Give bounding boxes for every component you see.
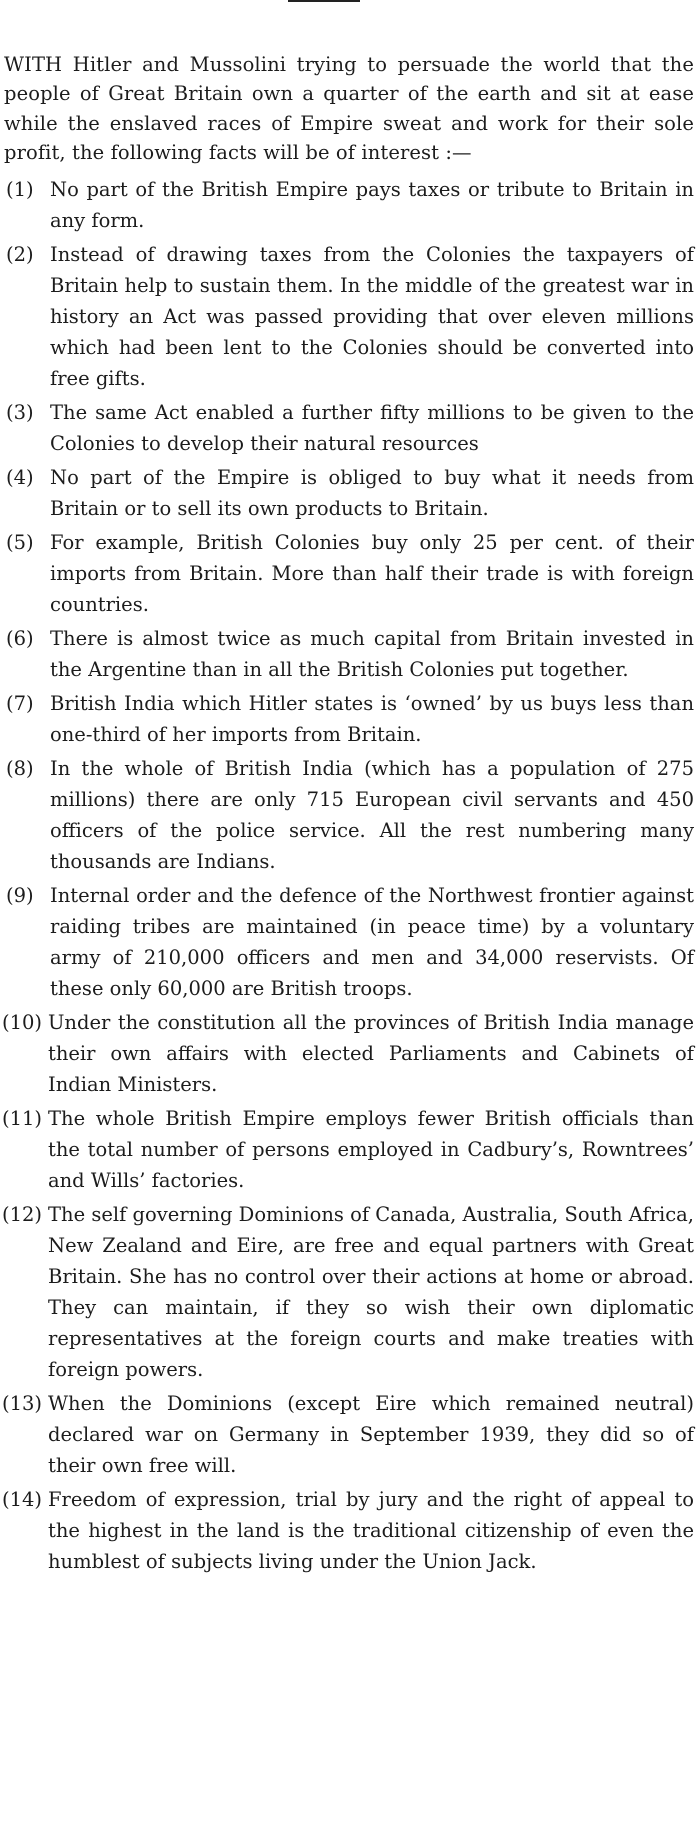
fact-number: (9) — [6, 884, 34, 907]
fact-item-2 — [0, 239, 700, 394]
fact-text: No part of the British Empire pays taxes or tribute to Britain in any form. — [50, 178, 694, 232]
fact-number: (5) — [6, 531, 34, 554]
fact-text: Under the constitution all the provinces of British India manage their own affairs with elected Parliaments and Cabinets of Indian Ministers. — [48, 1011, 694, 1096]
fact-number: (6) — [6, 627, 34, 650]
fact-text: Instead of drawing taxes from the Colonies the taxpayers of Britain help to sustain them. In the middle of the greatest war in history an Act was passed providing that over eleven millions which had been lent to the Colonies should be converted into free gifts. — [50, 243, 694, 390]
fact-number: (7) — [6, 692, 34, 715]
fact-item-5 — [0, 527, 700, 620]
fact-item-11 — [0, 1103, 700, 1196]
fact-number: (10) — [2, 1011, 43, 1034]
fact-text: For example, British Colonies buy only 25 per cent. of their imports from Britain. More than half their trade is with foreign countries. — [50, 531, 694, 616]
fact-item-10 — [0, 1007, 700, 1100]
fact-item-14 — [0, 1484, 700, 1577]
fact-text: The self governing Dominions of Canada, Australia, South Africa, New Zealand and Eire, are free and equal partners with Great Britain. She has no control over their actions at home or abroad. They can maintain, if they so wish their own diplomatic representatives at the foreign courts and make treaties with foreign powers. — [48, 1203, 694, 1381]
fact-number: (13) — [2, 1392, 43, 1415]
fact-text: The same Act enabled a further fifty millions to be given to the Colonies to develop their natural resources — [50, 401, 694, 455]
top-rule — [288, 0, 360, 2]
fact-item-3 — [0, 397, 700, 459]
fact-number: (3) — [6, 401, 34, 424]
fact-item-4 — [0, 462, 700, 524]
intro-paragraph: WITH Hitler and Mussolini trying to persuade the world that the people of Great Britain own a quarter of the earth and sit at ease while the enslaved races of Empire sweat and work for their sole profit, the following facts will be of interest :— — [4, 52, 694, 164]
fact-number: (14) — [2, 1488, 43, 1511]
fact-text: When the Dominions (except Eire which remained neutral) declared war on Germany in September 1939, they did so of their own free will. — [48, 1392, 694, 1477]
fact-number: (12) — [2, 1203, 43, 1226]
fact-item-12 — [0, 1199, 700, 1385]
fact-text: The whole British Empire employs fewer British officials than the total number of persons employed in Cadbury’s, Rowntrees’ and Wills’ factories. — [48, 1107, 694, 1192]
fact-item-7 — [0, 688, 700, 750]
fact-item-13 — [0, 1388, 700, 1481]
fact-item-9 — [0, 880, 700, 1004]
fact-number: (4) — [6, 466, 34, 489]
fact-number: (2) — [6, 243, 34, 266]
fact-item-1 — [0, 174, 700, 236]
fact-text: Freedom of expression, trial by jury and the right of appeal to the highest in the land is the traditional citizenship of even the humblest of subjects living under the Union Jack. — [48, 1488, 694, 1573]
fact-text: There is almost twice as much capital from Britain invested in the Argentine than in all the British Colonies put together. — [50, 627, 694, 681]
fact-text: British India which Hitler states is ‘owned’ by us buys less than one-third of her imports from Britain. — [50, 692, 694, 746]
fact-number: (1) — [6, 178, 34, 201]
fact-text: No part of the Empire is obliged to buy what it needs from Britain or to sell its own products to Britain. — [50, 466, 694, 520]
fact-text: Internal order and the defence of the Northwest frontier against raiding tribes are maintained (in peace time) by a voluntary army of 210,000 officers and men and 34,000 reservists. Of these only 60,000 are British troops. — [50, 884, 694, 1000]
fact-number: (11) — [2, 1107, 43, 1130]
fact-item-8 — [0, 753, 700, 877]
fact-text: In the whole of British India (which has a population of 275 millions) there are only 715 European civil servants and 450 officers of the police service. All the rest numbering many thousands are Indians. — [50, 757, 694, 873]
fact-number: (8) — [6, 757, 34, 780]
fact-item-6 — [0, 623, 700, 685]
facts-list — [0, 174, 700, 1580]
